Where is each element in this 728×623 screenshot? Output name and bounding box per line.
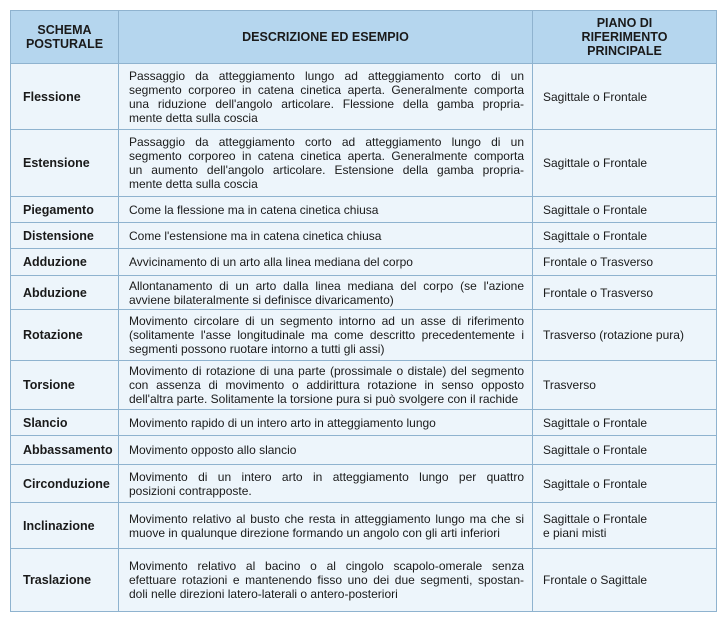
row-description — [119, 130, 533, 197]
description-line: Come la flessione ma in catena cinetica chiusa — [129, 202, 379, 217]
plane-line: Sagittale o Frontale — [543, 156, 648, 170]
row-description — [119, 64, 533, 130]
row-plane — [533, 223, 717, 249]
table-row — [11, 249, 717, 276]
row-term: Torsione — [11, 361, 119, 410]
description-line: un aumento dell'angolo articolare. Estensione della gamba propria- — [129, 163, 524, 177]
row-plane — [533, 549, 717, 612]
plane-line: Frontale o Trasverso — [543, 255, 654, 269]
row-term: Rotazione — [11, 310, 119, 361]
description-line: mente detta sulla coscia — [129, 177, 258, 191]
plane-line: Trasverso (rotazione pura) — [543, 328, 684, 342]
postural-schemes-table — [10, 10, 717, 612]
row-term: Circonduzione — [11, 465, 119, 503]
table-row — [11, 64, 717, 130]
description-line: Allontanamento di un arto dalla linea mediana del corpo (se l'azione — [129, 278, 524, 293]
row-term: Abduzione — [11, 276, 119, 310]
description-line: Movimento rapido di un intero arto in atteggiamento lungo — [129, 415, 436, 430]
plane-line: Sagittale o Frontale — [543, 476, 648, 491]
description-line: Movimento di rotazione di una parte (prossimale o distale) del segmento — [129, 364, 524, 378]
table-row — [11, 361, 717, 410]
plane-line: Sagittale o Frontale — [543, 89, 648, 104]
description-line: doli nelle direzioni latero-laterali o antero-posteriori — [129, 587, 398, 601]
row-plane — [533, 197, 717, 223]
row-plane — [533, 310, 717, 361]
description-line: segmento corporeo in catena cinetica aperta. Generalmente comporta — [129, 82, 524, 97]
table-row — [11, 310, 717, 361]
row-term: Inclinazione — [11, 503, 119, 549]
row-plane — [533, 436, 717, 465]
description-line: avviene bilateralmente si definisce divaricamento) — [129, 292, 394, 307]
table-row — [11, 276, 717, 310]
plane-line: e piani misti — [543, 525, 607, 540]
row-plane — [533, 503, 717, 549]
description-line: mente detta sulla coscia — [129, 110, 258, 125]
row-description — [119, 197, 533, 223]
description-line: (solitamente l'asse longitudinale ma come descritto precedentemente i — [129, 328, 524, 342]
plane-line: Sagittale o Frontale — [543, 511, 648, 526]
row-term: Traslazione — [11, 549, 119, 612]
description-line: Movimento relativo al bacino o al cingolo scapolo-omerale senza — [129, 559, 524, 573]
table-row — [11, 197, 717, 223]
plane-line: Sagittale o Frontale — [543, 443, 648, 457]
row-plane — [533, 249, 717, 276]
description-line: muove in qualunque direzione formando un angolo con gli arti inferiori — [129, 525, 500, 540]
row-description — [119, 223, 533, 249]
plane-line: Trasverso — [543, 378, 596, 392]
row-term: Distensione — [11, 223, 119, 249]
row-plane — [533, 276, 717, 310]
description-line: segmento corporeo in catena cinetica aperta. Generalmente comporta — [129, 149, 524, 163]
row-plane — [533, 64, 717, 130]
plane-line: Sagittale o Frontale — [543, 202, 648, 217]
table-row — [11, 130, 717, 197]
row-description — [119, 310, 533, 361]
plane-line: Sagittale o Frontale — [543, 415, 648, 430]
description-line: Movimento circolare di un segmento intorno ad un asse di riferimento — [129, 314, 524, 328]
description-line: Come l'estensione ma in catena cinetica chiusa — [129, 228, 382, 243]
row-plane — [533, 130, 717, 197]
plane-line: Sagittale o Frontale — [543, 228, 648, 243]
table-header-row — [11, 11, 717, 64]
description-line: dell'altra parte. Solitamente la torsione pura si può svolgere con il rachide — [129, 392, 519, 406]
row-description — [119, 249, 533, 276]
header-descrizione: DESCRIZIONE ED ESEMPIO — [119, 11, 533, 64]
row-plane — [533, 465, 717, 503]
row-plane — [533, 410, 717, 436]
table-row — [11, 549, 717, 612]
table-row — [11, 436, 717, 465]
row-term: Adduzione — [11, 249, 119, 276]
table-row — [11, 503, 717, 549]
description-line: Avvicinamento di un arto alla linea mediana del corpo — [129, 255, 413, 269]
row-description — [119, 549, 533, 612]
table-row — [11, 465, 717, 503]
row-term: Piegamento — [11, 197, 119, 223]
row-description — [119, 465, 533, 503]
row-description — [119, 503, 533, 549]
description-line: posizioni contrapposte. — [129, 483, 252, 498]
description-line: con assenza di movimento o addirittura rotazione in senso opposto — [129, 378, 524, 392]
row-description — [119, 410, 533, 436]
row-description — [119, 276, 533, 310]
description-line: Movimento relativo al busto che resta in atteggiamento lungo ma che si — [129, 511, 524, 526]
table-row — [11, 410, 717, 436]
description-line: segmenti possono ruotare intorno a tutti gli assi) — [129, 342, 385, 356]
row-description — [119, 436, 533, 465]
row-term: Abbassamento — [11, 436, 119, 465]
description-line: Movimento opposto allo slancio — [129, 443, 297, 457]
row-description — [119, 361, 533, 410]
description-line: Passaggio da atteggiamento corto ad atteggiamento lungo di un — [129, 135, 524, 149]
description-line: una riduzione dell'angolo articolare. Flessione della gamba propria- — [129, 96, 524, 111]
plane-line: Frontale o Sagittale — [543, 573, 648, 587]
table-row — [11, 223, 717, 249]
row-term: Estensione — [11, 130, 119, 197]
description-line: Movimento di un intero arto in atteggiamento lungo per quattro — [129, 469, 524, 484]
plane-line: Frontale o Trasverso — [543, 285, 654, 300]
row-term: Slancio — [11, 410, 119, 436]
description-line: efettuare rotazioni e mantenendo fisso uno dei due segmenti, spostan- — [129, 573, 524, 587]
description-line: Passaggio da atteggiamento lungo ad atteggiamento corto di un — [129, 68, 524, 83]
header-piano-riferimento: PIANO DI RIFERIMENTO PRINCIPALE — [533, 11, 717, 64]
row-plane — [533, 361, 717, 410]
row-term: Flessione — [11, 64, 119, 130]
header-schema-posturale: SCHEMA POSTURALE — [11, 11, 119, 64]
postural-schemes-table-container — [10, 10, 716, 611]
